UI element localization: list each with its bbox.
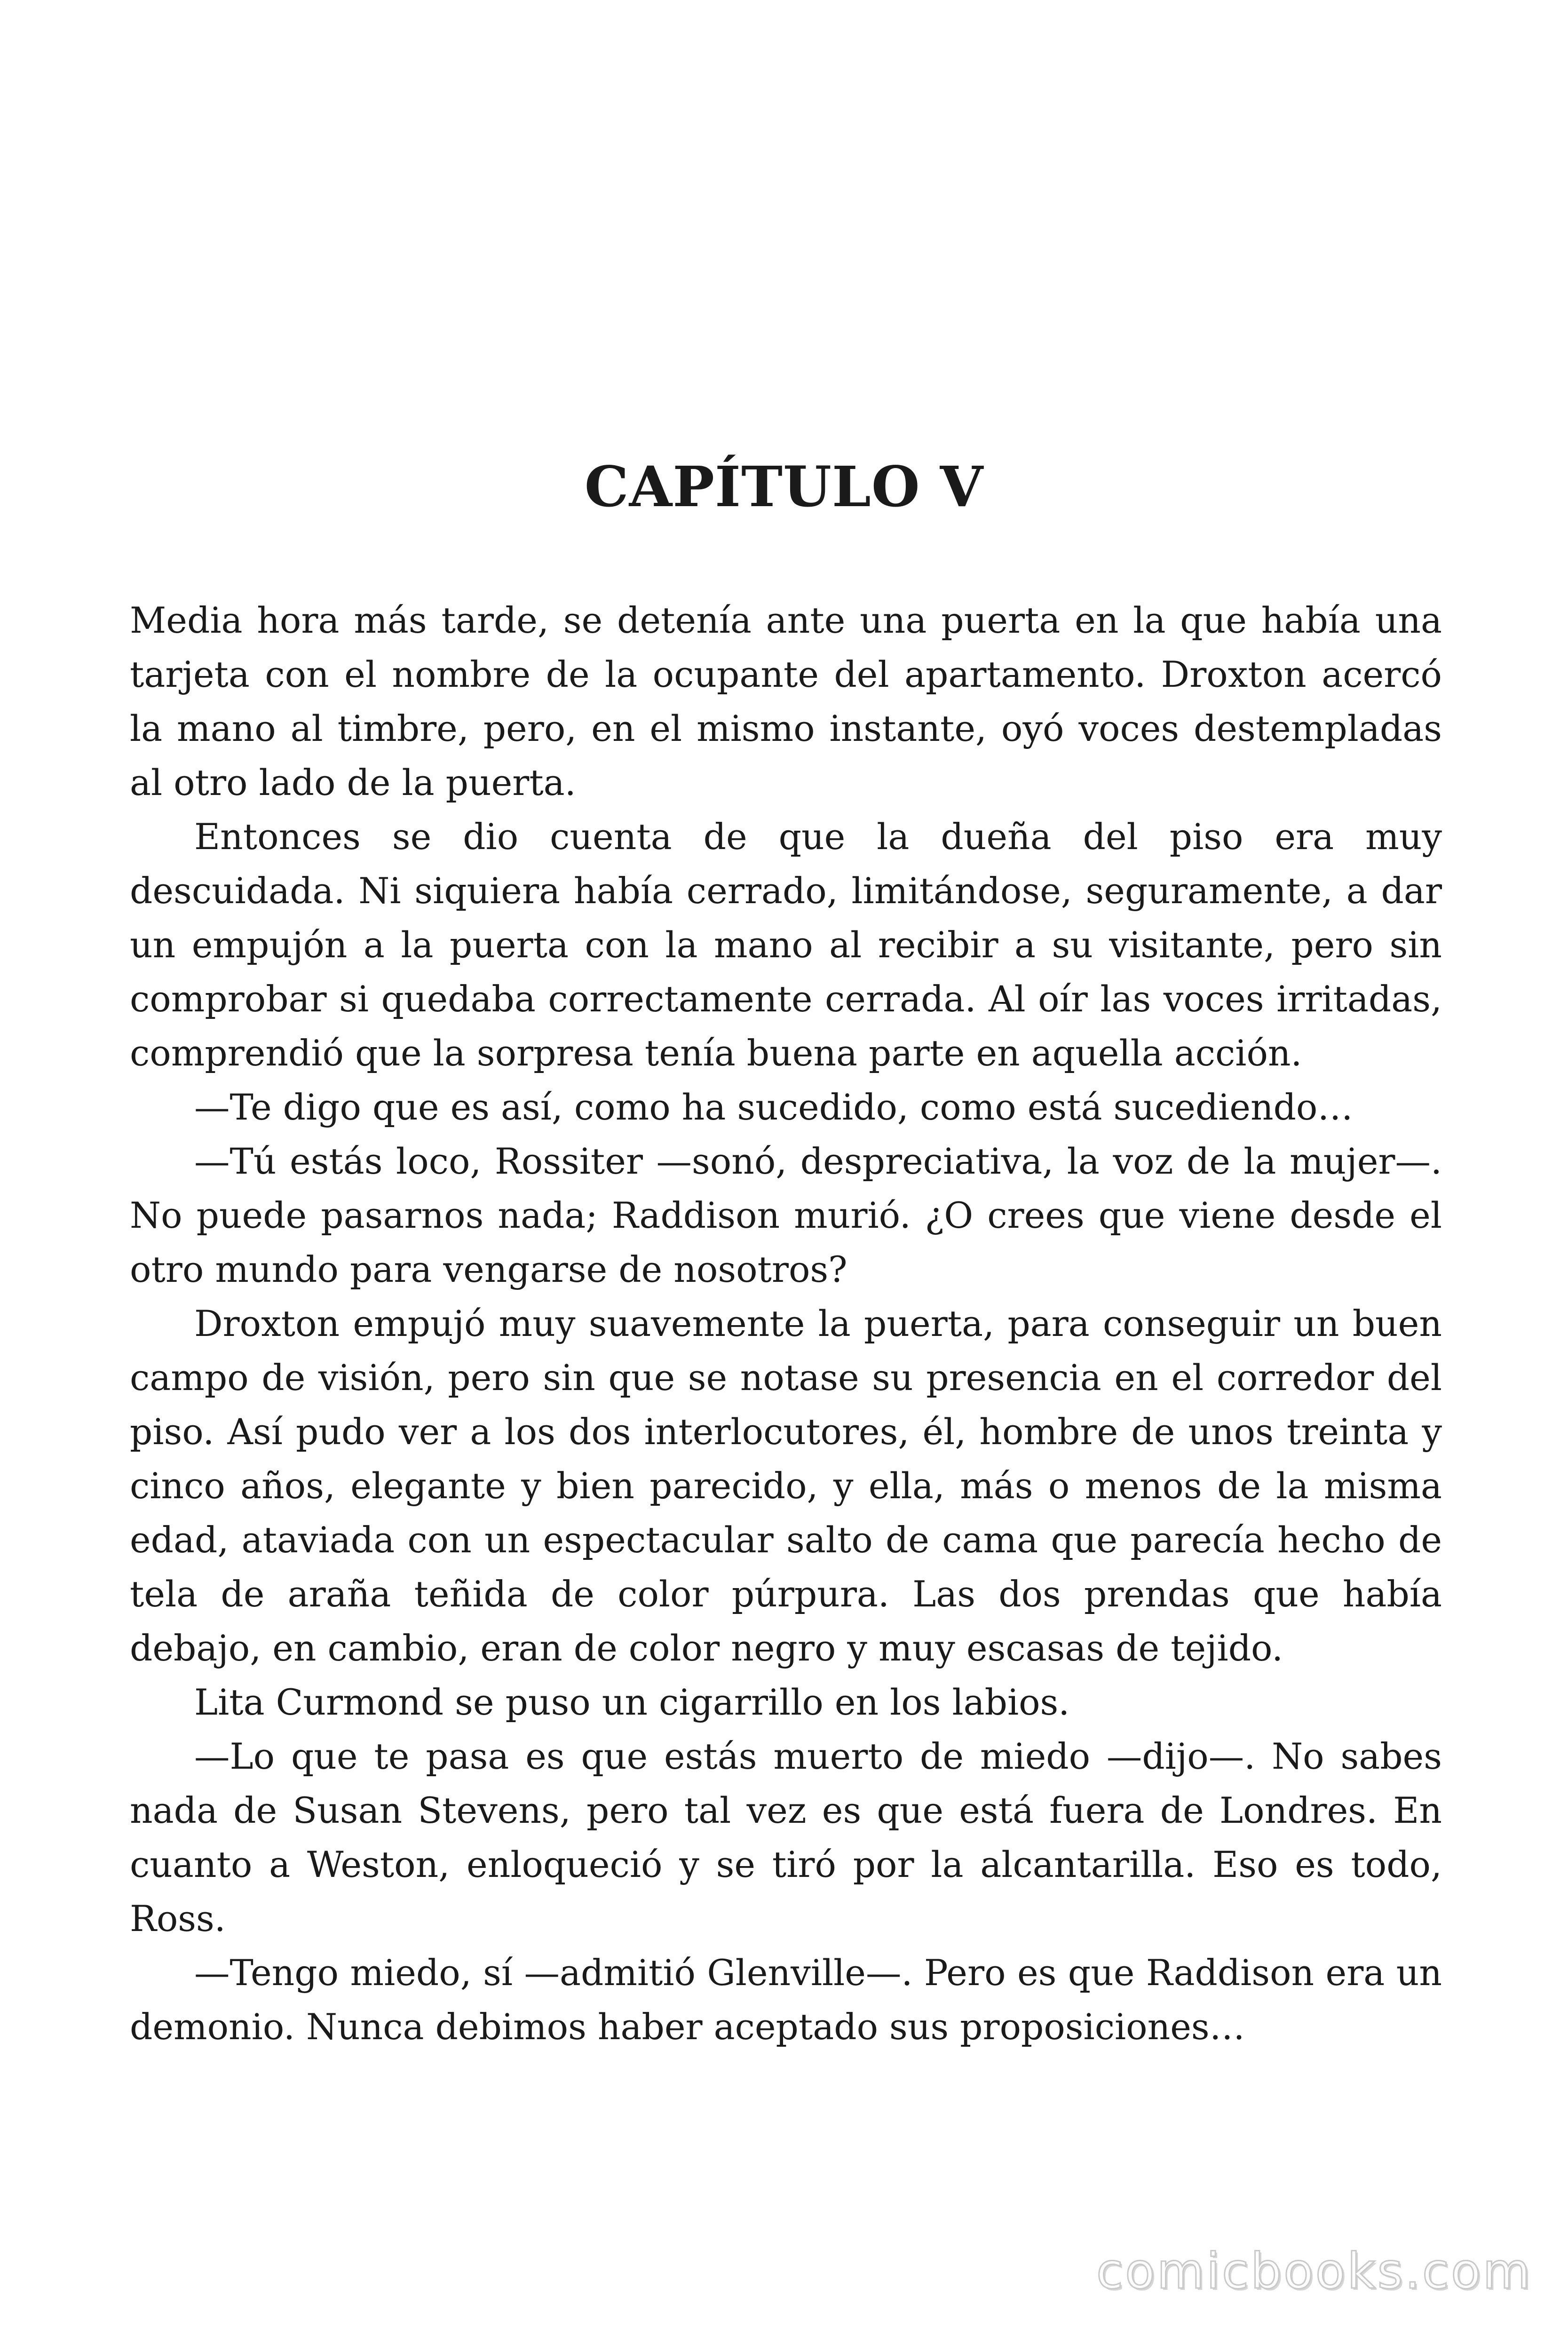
paragraph: Entonces se dio cuenta de que la dueña del piso era muy descuidada. Ni siquiera había cerrado, limitándose, seguramente, a dar un empujón a la puerta con la mano al recibir a su visitante, pero sin comprobar si quedaba correctamente cerrada. Al oír las voces irritadas, comprendió que la sorpresa tenía buena parte en aquella acción. — [130, 816, 1442, 1074]
dialogue-paragraph: —Tengo miedo, sí —admitió Glenville—. Pero es que Raddison era un demonio. Nunca debimos haber aceptado sus proposiciones… — [130, 1952, 1442, 2048]
dialogue-paragraph: —Tú estás loco, Rossiter —sonó, despreciativa, la voz de la mujer—. No puede pasarnos nada; Raddison murió. ¿O crees que viene desde el otro mundo para vengarse de nosotros? — [130, 1141, 1442, 1290]
chapter-body — [130, 594, 1442, 2054]
watermark-logo: comicbooks.com — [1096, 2242, 1532, 2300]
paragraph: Droxton empujó muy suavemente la puerta, para conseguir un buen campo de visión, pero sin que se notase su presencia en el corredor del piso. Así pudo ver a los dos interlocutores, él, hombre de unos treinta y cinco años, elegante y bien parecido, y ella, más o menos de la misma edad, ataviada con un espectacular salto de cama que parecía hecho de tela de araña teñida de color púrpura. Las dos prendas que había debajo, en cambio, eran de color negro y muy escasas de tejido. — [130, 1303, 1442, 1669]
paragraph: Media hora más tarde, se detenía ante una puerta en la que había una tarjeta con el nombre de la ocupante del apartamento. Droxton acercó la mano al timbre, pero, en el mismo instante, oyó voces destempladas al otro lado de la puerta. — [130, 600, 1442, 803]
dialogue-paragraph: —Te digo que es así, como ha sucedido, como está sucediendo… — [194, 1087, 1353, 1128]
dialogue-paragraph: —Lo que te pasa es que estás muerto de miedo —dijo—. No sabes nada de Susan Stevens, pero tal vez es que está fuera de Londres. En cuanto a Weston, enloqueció y se tiró por la alcantarilla. Eso es todo, Ross. — [130, 1736, 1442, 1939]
paragraph: Lita Curmond se puso un cigarrillo en los labios. — [194, 1682, 1070, 1723]
chapter-title: CAPÍTULO V — [584, 454, 984, 519]
